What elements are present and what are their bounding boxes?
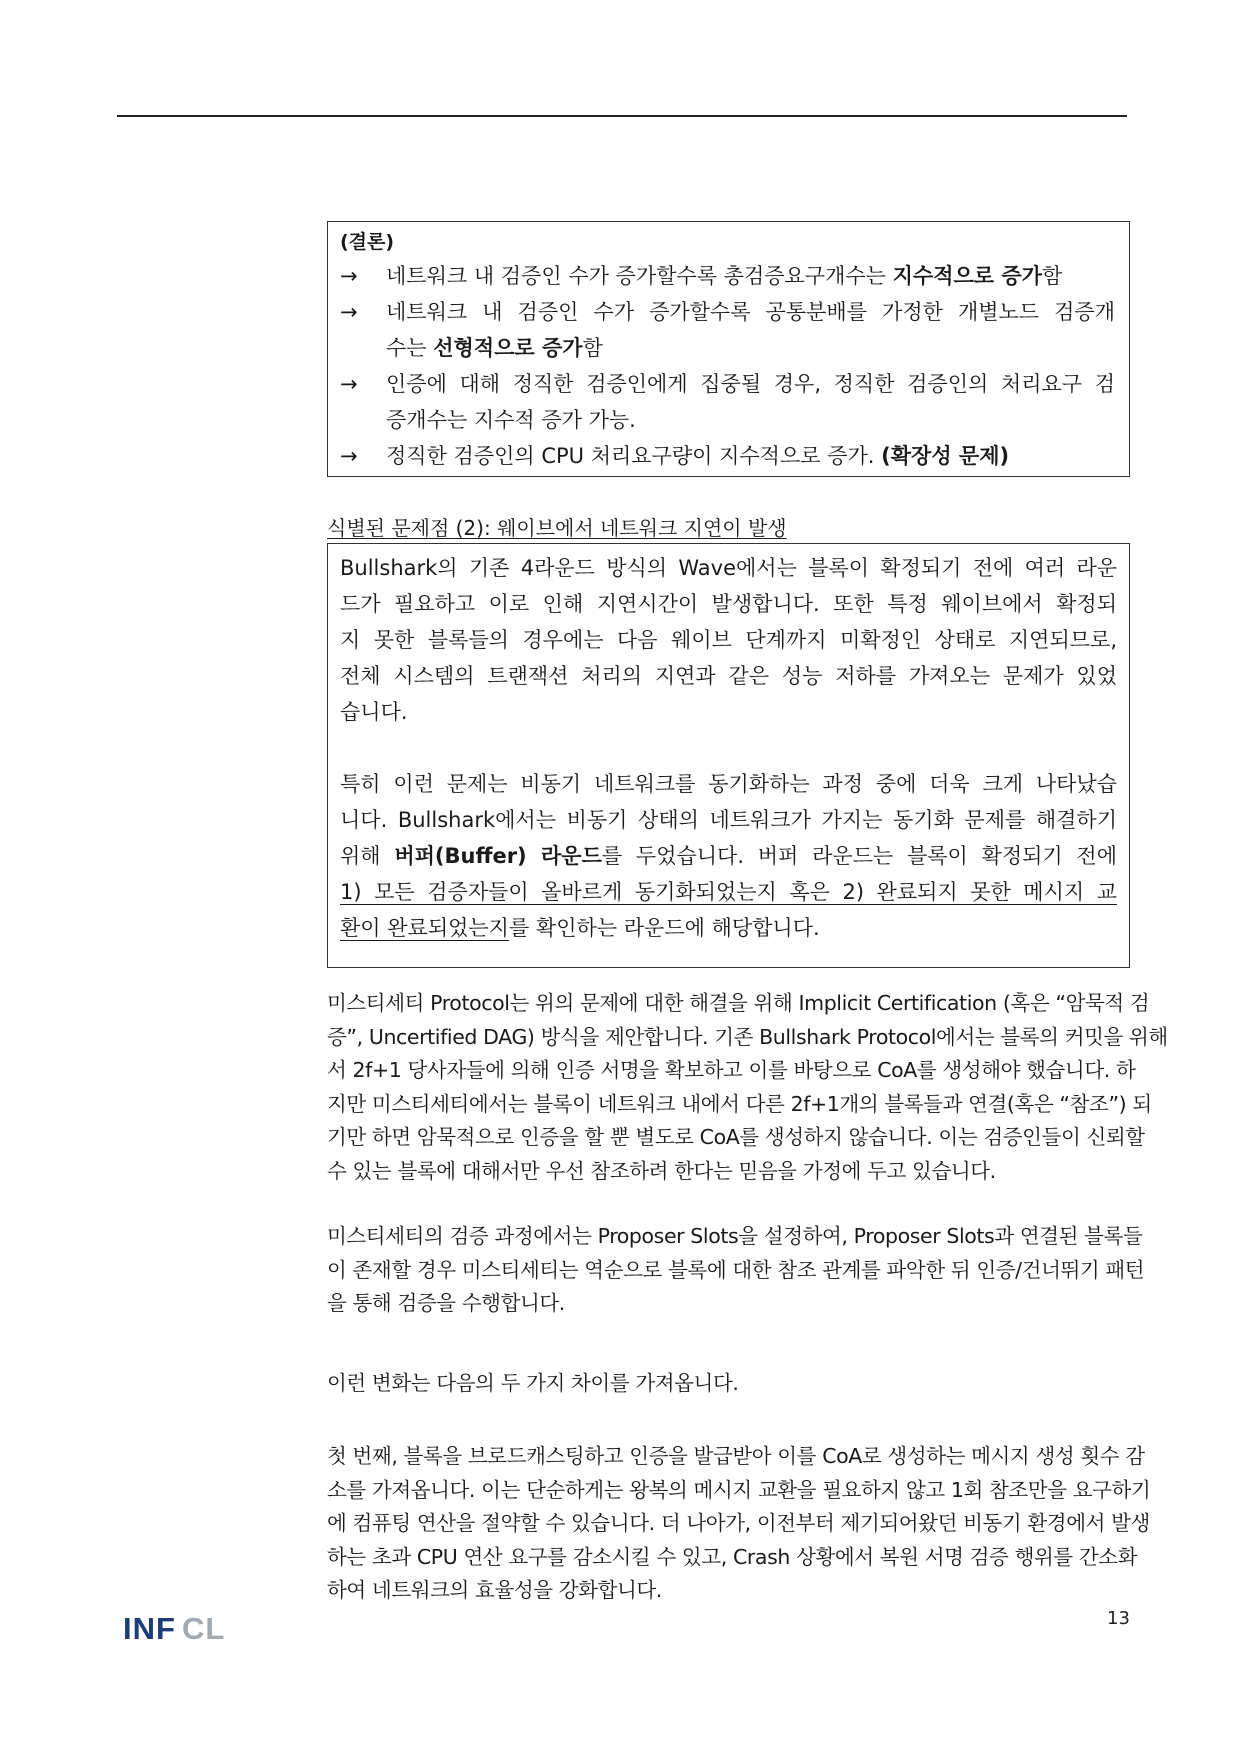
item-emphasis: (확장성 문제) (881, 444, 1010, 468)
text-line: 소를 가져옵니다. 이는 단순하게는 왕복의 메시지 교환을 필요하지 않고 1회 참조만을 요구하기 (327, 1477, 1151, 1502)
text-line: 전체 시스템의 트랜잭션 처리의 지연과 같은 성능 저하를 가져오는 문제가 있었 (340, 664, 1117, 688)
text-line: 이 존재할 경우 미스티세티는 역순으로 블록에 대한 참조 관계를 파악한 뒤 인증/건너뛰기 패턴 (327, 1257, 1145, 1282)
section-heading: 식별된 문제점 (2): 웨이브에서 네트워크 지연이 발생 (327, 516, 787, 540)
problem-box (327, 543, 1130, 968)
text-line: 미스티세티 Protocol는 위의 문제에 대한 해결을 위해 Implicit Certification (혹은 “암묵적 검 (327, 991, 1150, 1015)
item-text: 정직한 검증인의 CPU 처리요구량이 지수적으로 증가. (386, 444, 882, 468)
text-line: 을 통해 검증을 수행합니다. (327, 1291, 565, 1315)
conclusion-box (327, 221, 1130, 477)
text-line: 서 2f+1 당사자들에 의해 인증 서명을 확보하고 이를 바탕으로 CoA를 생성해야 했습니다. 하 (327, 1058, 1136, 1082)
arrow-icon: → (340, 264, 358, 288)
infcl-logo (123, 1611, 225, 1647)
item-text-end: 함 (1041, 264, 1063, 288)
text-line: 지 못한 블록들의 경우에는 다음 웨이브 단계까지 미확정인 상태로 지연되므로, (340, 628, 1117, 652)
conclusion-item (340, 366, 1115, 438)
body-paragraph-4 (327, 1440, 1151, 1608)
item-emphasis: 지수적으로 증가 (892, 264, 1042, 288)
header-rule (117, 115, 1127, 117)
text-line: 수 있는 블록에 대해서만 우선 참조하려 한다는 믿음을 가정에 두고 있습니다. (327, 1158, 996, 1183)
problem-paragraph-1 (340, 550, 1117, 730)
body-paragraph-1 (327, 987, 1168, 1188)
item-text: 수는 (386, 336, 434, 360)
text-line: 위해 (340, 844, 395, 868)
text-line: 를 확인하는 라운드에 해당합니다. (508, 916, 820, 940)
body-paragraph-2 (327, 1220, 1145, 1321)
underlined-text: 환이 완료되었는지 (340, 916, 509, 940)
item-text-end: 함 (582, 336, 603, 360)
text-line: 습니다. (340, 700, 408, 724)
conclusion-title: (결론) (340, 231, 395, 253)
text-line: 니다. Bullshark에서는 비동기 상태의 네트워크가 가지는 동기화 문제를 해결하기 (340, 808, 1117, 832)
text-line: 에 컴퓨팅 연산을 절약할 수 있습니다. 더 나아가, 이전부터 제기되어왔던 비동기 환경에서 발생 (327, 1511, 1150, 1535)
page-number: 13 (1107, 1608, 1130, 1629)
text-line: 기만 하면 암묵적으로 인증을 할 뿐 별도로 CoA를 생성하지 않습니다. 이는 검증인들이 신뢰할 (327, 1125, 1145, 1149)
text-line: 하여 네트워크의 효율성을 강화합니다. (327, 1578, 662, 1602)
logo-cl: CL (181, 1611, 226, 1646)
text-line: 를 두었습니다. 버퍼 라운드는 블록이 확정되기 전에 (601, 844, 1117, 868)
conclusion-item (340, 438, 1115, 474)
text-line: 하는 초과 CPU 연산 요구를 감소시킬 수 있고, Crash 상황에서 복원 서명 검증 행위를 간소화 (327, 1544, 1138, 1569)
arrow-icon: → (340, 300, 358, 324)
item-text: 네트워크 내 검증인 수가 증가할수록 총검증요구개수는 (386, 264, 893, 288)
item-text: 증개수는 지수적 증가 가능. (386, 408, 636, 432)
text-line: 드가 필요하고 이로 인해 지연시간이 발생합니다. 또한 특정 웨이브에서 확정되 (340, 592, 1117, 616)
text-line: 특히 이런 문제는 비동기 네트워크를 동기화하는 과정 중에 더욱 크게 나타났습 (340, 772, 1117, 796)
text-line: 미스티세티의 검증 과정에서는 Proposer Slots을 설정하여, Proposer Slots과 연결된 블록들 (327, 1224, 1143, 1248)
text-line: 첫 번째, 블록을 브로드캐스팅하고 인증을 발급받아 이를 CoA로 생성하는 메시지 생성 횟수 감 (327, 1444, 1145, 1468)
logo-inf: INF (123, 1611, 176, 1646)
text-line: 이런 변화는 다음의 두 가지 차이를 가져옵니다. (327, 1371, 739, 1395)
item-text: 네트워크 내 검증인 수가 증가할수록 공통분배를 가정한 개별노드 검증개 (386, 300, 1115, 324)
arrow-icon: → (340, 444, 358, 468)
text-line: 증”, Uncertified DAG) 방식을 제안합니다. 기존 Bullshark Protocol에서는 블록의 커밋을 위해 (327, 1024, 1168, 1049)
item-emphasis: 선형적으로 증가 (433, 336, 583, 360)
item-text: 인증에 대해 정직한 검증인에게 집중될 경우, 정직한 검증인의 처리요구 검 (386, 372, 1115, 396)
arrow-icon: → (340, 372, 358, 396)
problem-paragraph-2 (340, 766, 1117, 946)
buffer-round-emphasis: 버퍼(Buffer) 라운드 (394, 844, 602, 868)
conclusion-item (340, 294, 1115, 366)
underlined-line: 1) 모든 검증자들이 올바르게 동기화되었는지 혹은 2) 완료되지 못한 메시지 교 (340, 880, 1117, 904)
text-line: 지만 미스티세티에서는 블록이 네트워크 내에서 다른 2f+1개의 블록들과 연결(혹은 “참조”) 되 (327, 1091, 1152, 1116)
conclusion-item (340, 258, 1115, 294)
body-paragraph-3 (327, 1367, 1130, 1401)
text-line: Bullshark의 기존 4라운드 방식의 Wave에서는 블록이 확정되기 전에 여러 라운 (340, 556, 1117, 580)
